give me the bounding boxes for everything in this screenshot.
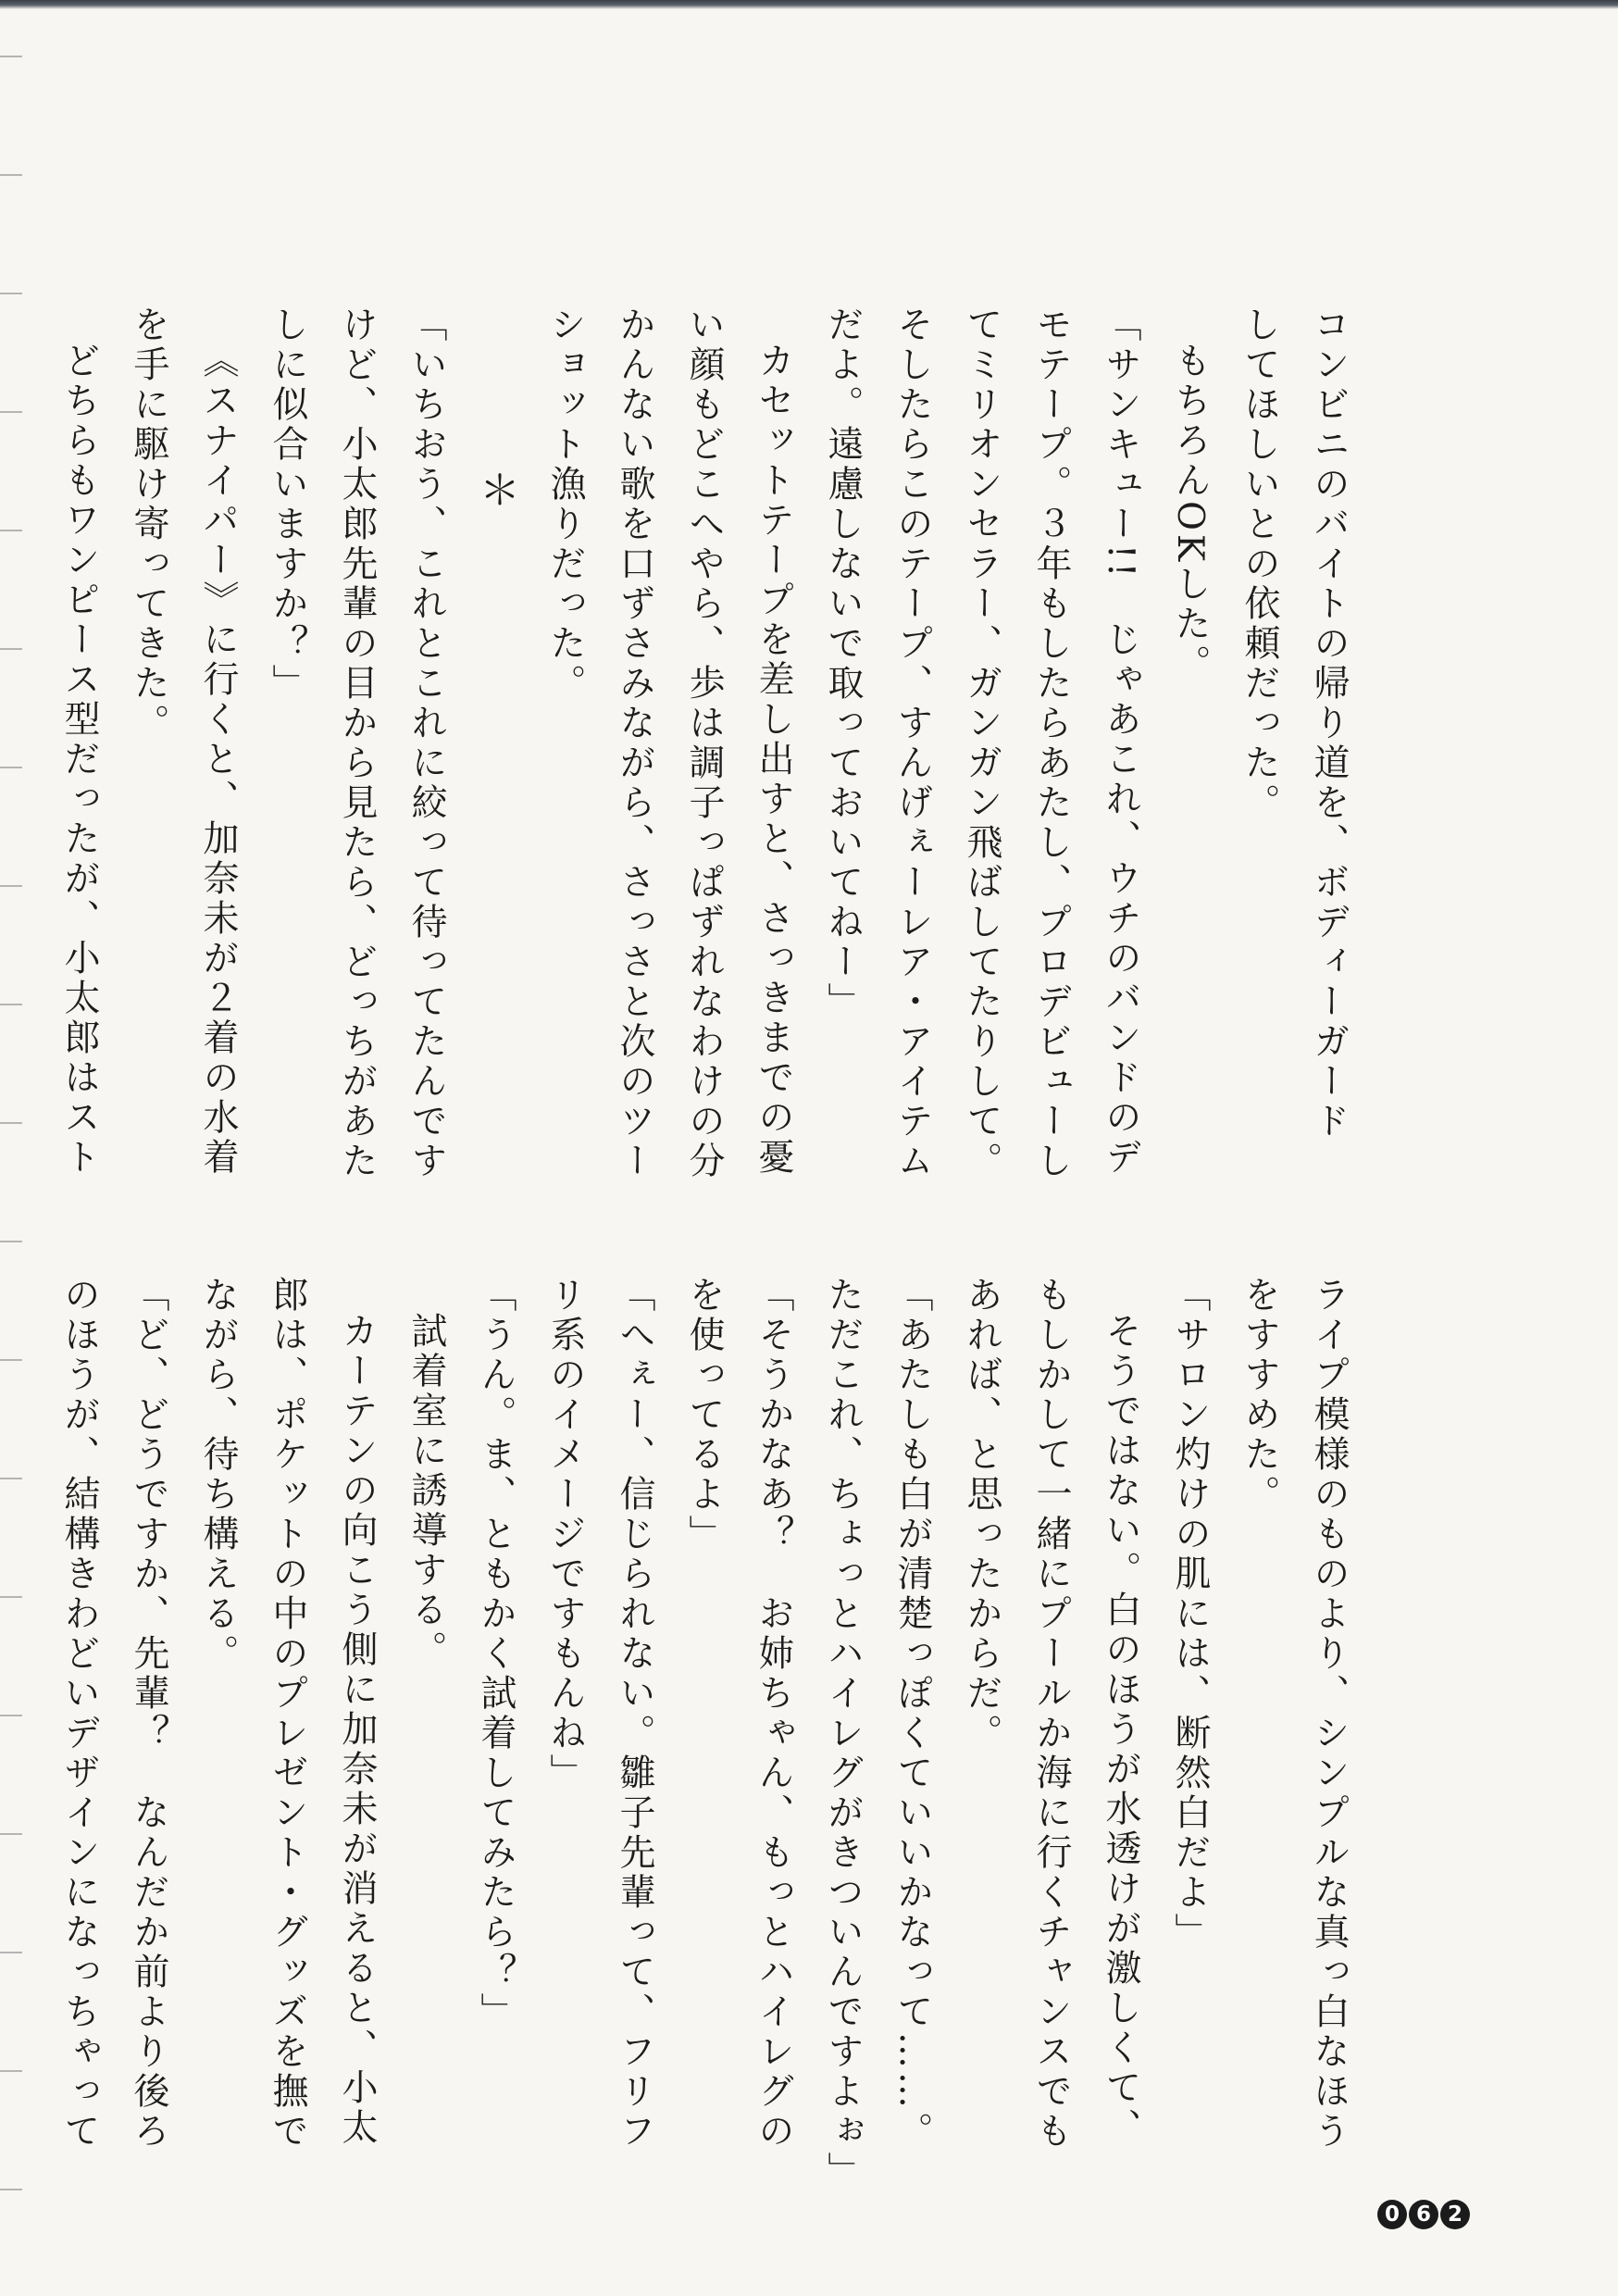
page-number-digit: 2 xyxy=(1440,2200,1470,2229)
upper-paragraph: コンビニのバイトの帰り道を、ボディーガード してほしいとの依頼だった。 xyxy=(1238,306,1350,1142)
page-number-digit: 0 xyxy=(1377,2200,1407,2229)
lower-paragraph: カーテンの向こう側に加奈未が消えると、小太 郎は、ポケットの中のプレゼント・グッズを撫で ながら、待ち構える。 xyxy=(197,1276,378,2152)
section-break-asterisk: ＊ xyxy=(472,468,519,513)
binding-tick xyxy=(0,1122,22,1124)
binding-tick xyxy=(0,2070,22,2072)
binding-tick xyxy=(0,767,22,768)
binding-tick xyxy=(0,885,22,887)
upper-paragraph: どちらもワンピース型だったが、小太郎はスト xyxy=(58,342,100,1178)
binding-tick xyxy=(0,56,22,57)
binding-marks xyxy=(0,0,37,2296)
binding-tick xyxy=(0,1952,22,1953)
upper-paragraph: 「いちおう、これとこれに絞って待ってたんです けど、小太郎先輩の目から見たら、どっちがあた しに似合いますか？」 xyxy=(267,306,447,1181)
upper-paragraph: 《スナイパー》に行くと、加奈未が２着の水着 を手に駆け寄ってきた。 xyxy=(128,306,239,1178)
binding-tick xyxy=(0,1833,22,1835)
binding-tick xyxy=(0,1596,22,1598)
lower-paragraph: 「へぇー、信じられない。雛子先輩って、フリフ リ系のイメージですもんね」 xyxy=(544,1276,655,2152)
binding-tick xyxy=(0,2189,22,2190)
upper-paragraph: カセットテープを差し出すと、さっきまでの憂 い顔もどこへやら、歩は調子っぱずれなわけの分 かんない歌を口ずさみながら、さっさと次のツー ショット漁りだった。 xyxy=(544,306,794,1181)
binding-tick xyxy=(0,1478,22,1479)
lower-paragraph: 「そうかなあ？ お姉ちゃん、もっとハイレグの を使ってるよ」 xyxy=(683,1276,794,2152)
page-top-edge xyxy=(0,0,1618,9)
upper-paragraph: もちろんOKした。 xyxy=(1169,342,1211,685)
lower-paragraph: 「うん。ま、ともかく試着してみたら？」 xyxy=(475,1276,517,2032)
binding-tick xyxy=(0,648,22,650)
binding-tick xyxy=(0,293,22,294)
lower-paragraph: 「ど、どうですか、先輩？ なんだか前より後ろ のほうが、結構きわどいデザインになっちゃって xyxy=(58,1276,169,2152)
binding-tick xyxy=(0,411,22,413)
lower-paragraph: 「サロン灼けの肌には、断然白だよ」 xyxy=(1169,1276,1211,1953)
binding-tick xyxy=(0,1241,22,1242)
binding-tick xyxy=(0,1359,22,1361)
page-number xyxy=(1377,2200,1470,2229)
binding-tick xyxy=(0,174,22,176)
page-number-digit: 6 xyxy=(1409,2200,1438,2229)
lower-paragraph: ライプ模様のものより、シンプルな真っ白なほう をすすめた。 xyxy=(1238,1276,1350,2152)
binding-tick xyxy=(0,530,22,531)
upper-text-block xyxy=(44,306,1363,1194)
upper-paragraph: 「サンキュー!! じゃあこれ、ウチのバンドのデ モテープ。３年もしたらあたし、プロデビューし てミリオンセラー、ガンガン飛ばしてたりして。 そしたらこのテープ、すんげぇーレア・アイテム だよ。遠慮しないで取っておいてねー」 xyxy=(822,306,1141,1181)
binding-tick xyxy=(0,1715,22,1716)
lower-paragraph: 「あたしも白が清楚っぽくていいかなって……。 ただこれ、ちょっとハイレグがきついんですよぉ」 xyxy=(822,1276,933,2191)
lower-text-block xyxy=(44,1276,1363,2191)
binding-tick xyxy=(0,1004,22,1005)
lower-paragraph: 試着室に誘導する。 xyxy=(405,1312,447,1670)
lower-paragraph: そうではない。白のほうが水透けが激しくて、 もしかして一緒にプールか海に行くチャンスでも あれば、と思ったからだ。 xyxy=(961,1276,1141,2152)
